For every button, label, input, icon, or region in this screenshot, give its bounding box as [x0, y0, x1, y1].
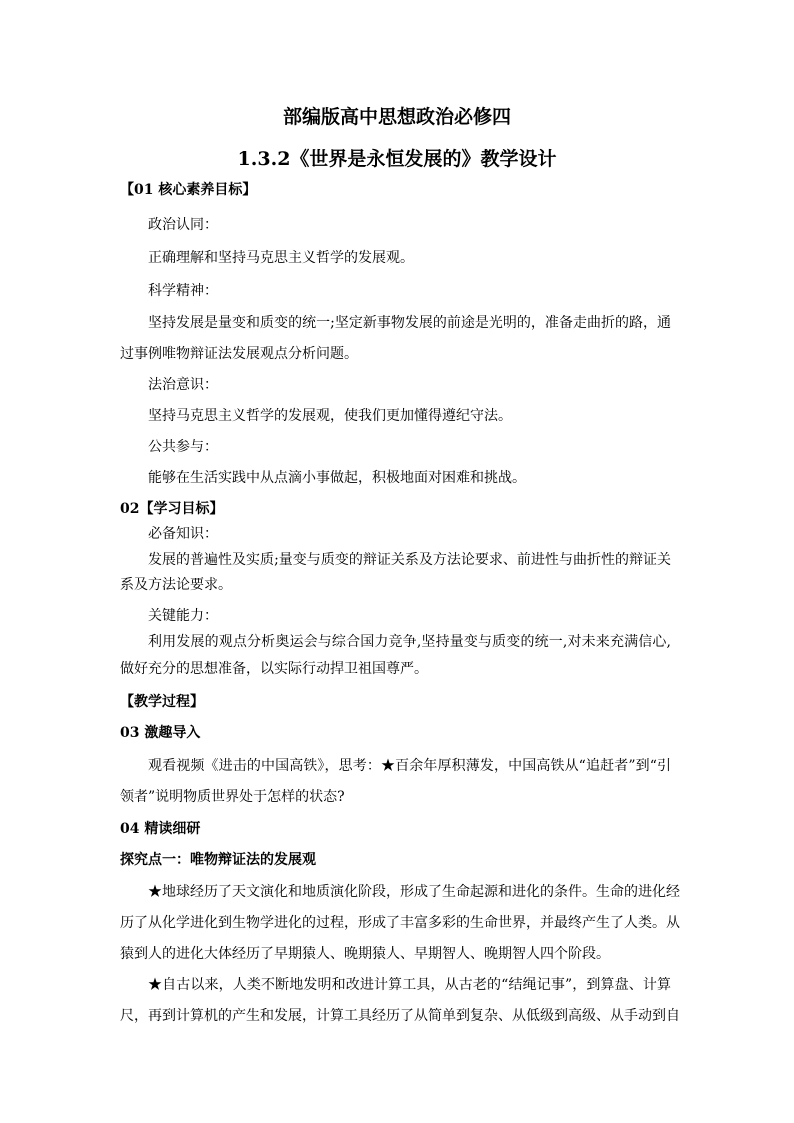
section-heading: 【01 核心素养目标】	[120, 182, 257, 198]
paragraph-line: ★自古以来，人类不断地发明和改进计算工具，从古老的“结绳记事”，到算盘、计算	[148, 977, 671, 993]
item-label: 科学精神：	[148, 283, 218, 299]
paragraph-line: 能够在生活实践中从点滴小事做起，积极地面对困难和挑战。	[148, 470, 526, 486]
document-subtitle: 1.3.2《世界是永恒发展的》教学设计	[237, 148, 557, 170]
item-label: 必备知识：	[148, 526, 218, 542]
section-heading: 02【学习目标】	[120, 501, 224, 517]
paragraph-line: 尺，再到计算机的产生和发展，计算工具经历了从简单到复杂、从低级到高级、从手动到自	[120, 1008, 680, 1024]
document-title: 部编版高中思想政治必修四	[282, 106, 511, 128]
paragraph-line: 发展的普遍性及实质;量变与质变的辩证关系及方法论要求、前进性与曲折性的辩证关	[148, 552, 671, 568]
paragraph-line: 猿到人的进化大体经历了早期猿人、晚期猿人、早期智人、晚期智人四个阶段。	[120, 946, 610, 962]
paragraph-line: 利用发展的观点分析奥运会与综合国力竞争,坚持量变与质变的统一,对未来充满信心,	[148, 634, 671, 650]
paragraph-line: ★地球经历了天文演化和地质演化阶段，形成了生命起源和进化的条件。生命的进化经	[148, 884, 680, 900]
item-label: 公共参与：	[148, 439, 218, 455]
paragraph-line: 过事例唯物辩证法发展观点分析问题。	[120, 346, 358, 362]
item-label: 政治认同：	[148, 217, 218, 233]
paragraph-line: 正确理解和坚持马克思主义哲学的发展观。	[148, 250, 414, 266]
paragraph-line: 历了从化学进化到生物学进化的过程，形成了丰富多彩的生命世界，并最终产生了人类。从	[120, 915, 680, 931]
paragraph-line: 系及方法论要求。	[120, 577, 232, 593]
paragraph-line: 坚持马克思主义哲学的发展观，使我们更加懂得遵纪守法。	[148, 408, 512, 424]
paragraph-line: 坚持发展是量变和质变的统一;坚定新事物发展的前途是光明的，准备走曲折的路，通	[148, 315, 671, 331]
paragraph-line: 观看视频《进击的中国高铁》，思考：★百余年厚积薄发，中国高铁从“追赶者”到“引	[148, 758, 671, 774]
section-heading: 03 激趣导入	[120, 725, 201, 741]
section-heading: 04 精读细研	[120, 821, 201, 837]
item-label: 法治意识：	[148, 377, 218, 393]
section-heading: 【教学过程】	[120, 694, 204, 710]
paragraph-line: 做好充分的思想准备，以实际行动捍卫祖国尊严。	[120, 661, 428, 677]
subsection-heading: 探究点一：唯物辩证法的发展观	[120, 852, 316, 868]
item-label: 关键能力：	[148, 608, 218, 624]
paragraph-line: 领者”说明物质世界处于怎样的状态?	[120, 789, 345, 805]
